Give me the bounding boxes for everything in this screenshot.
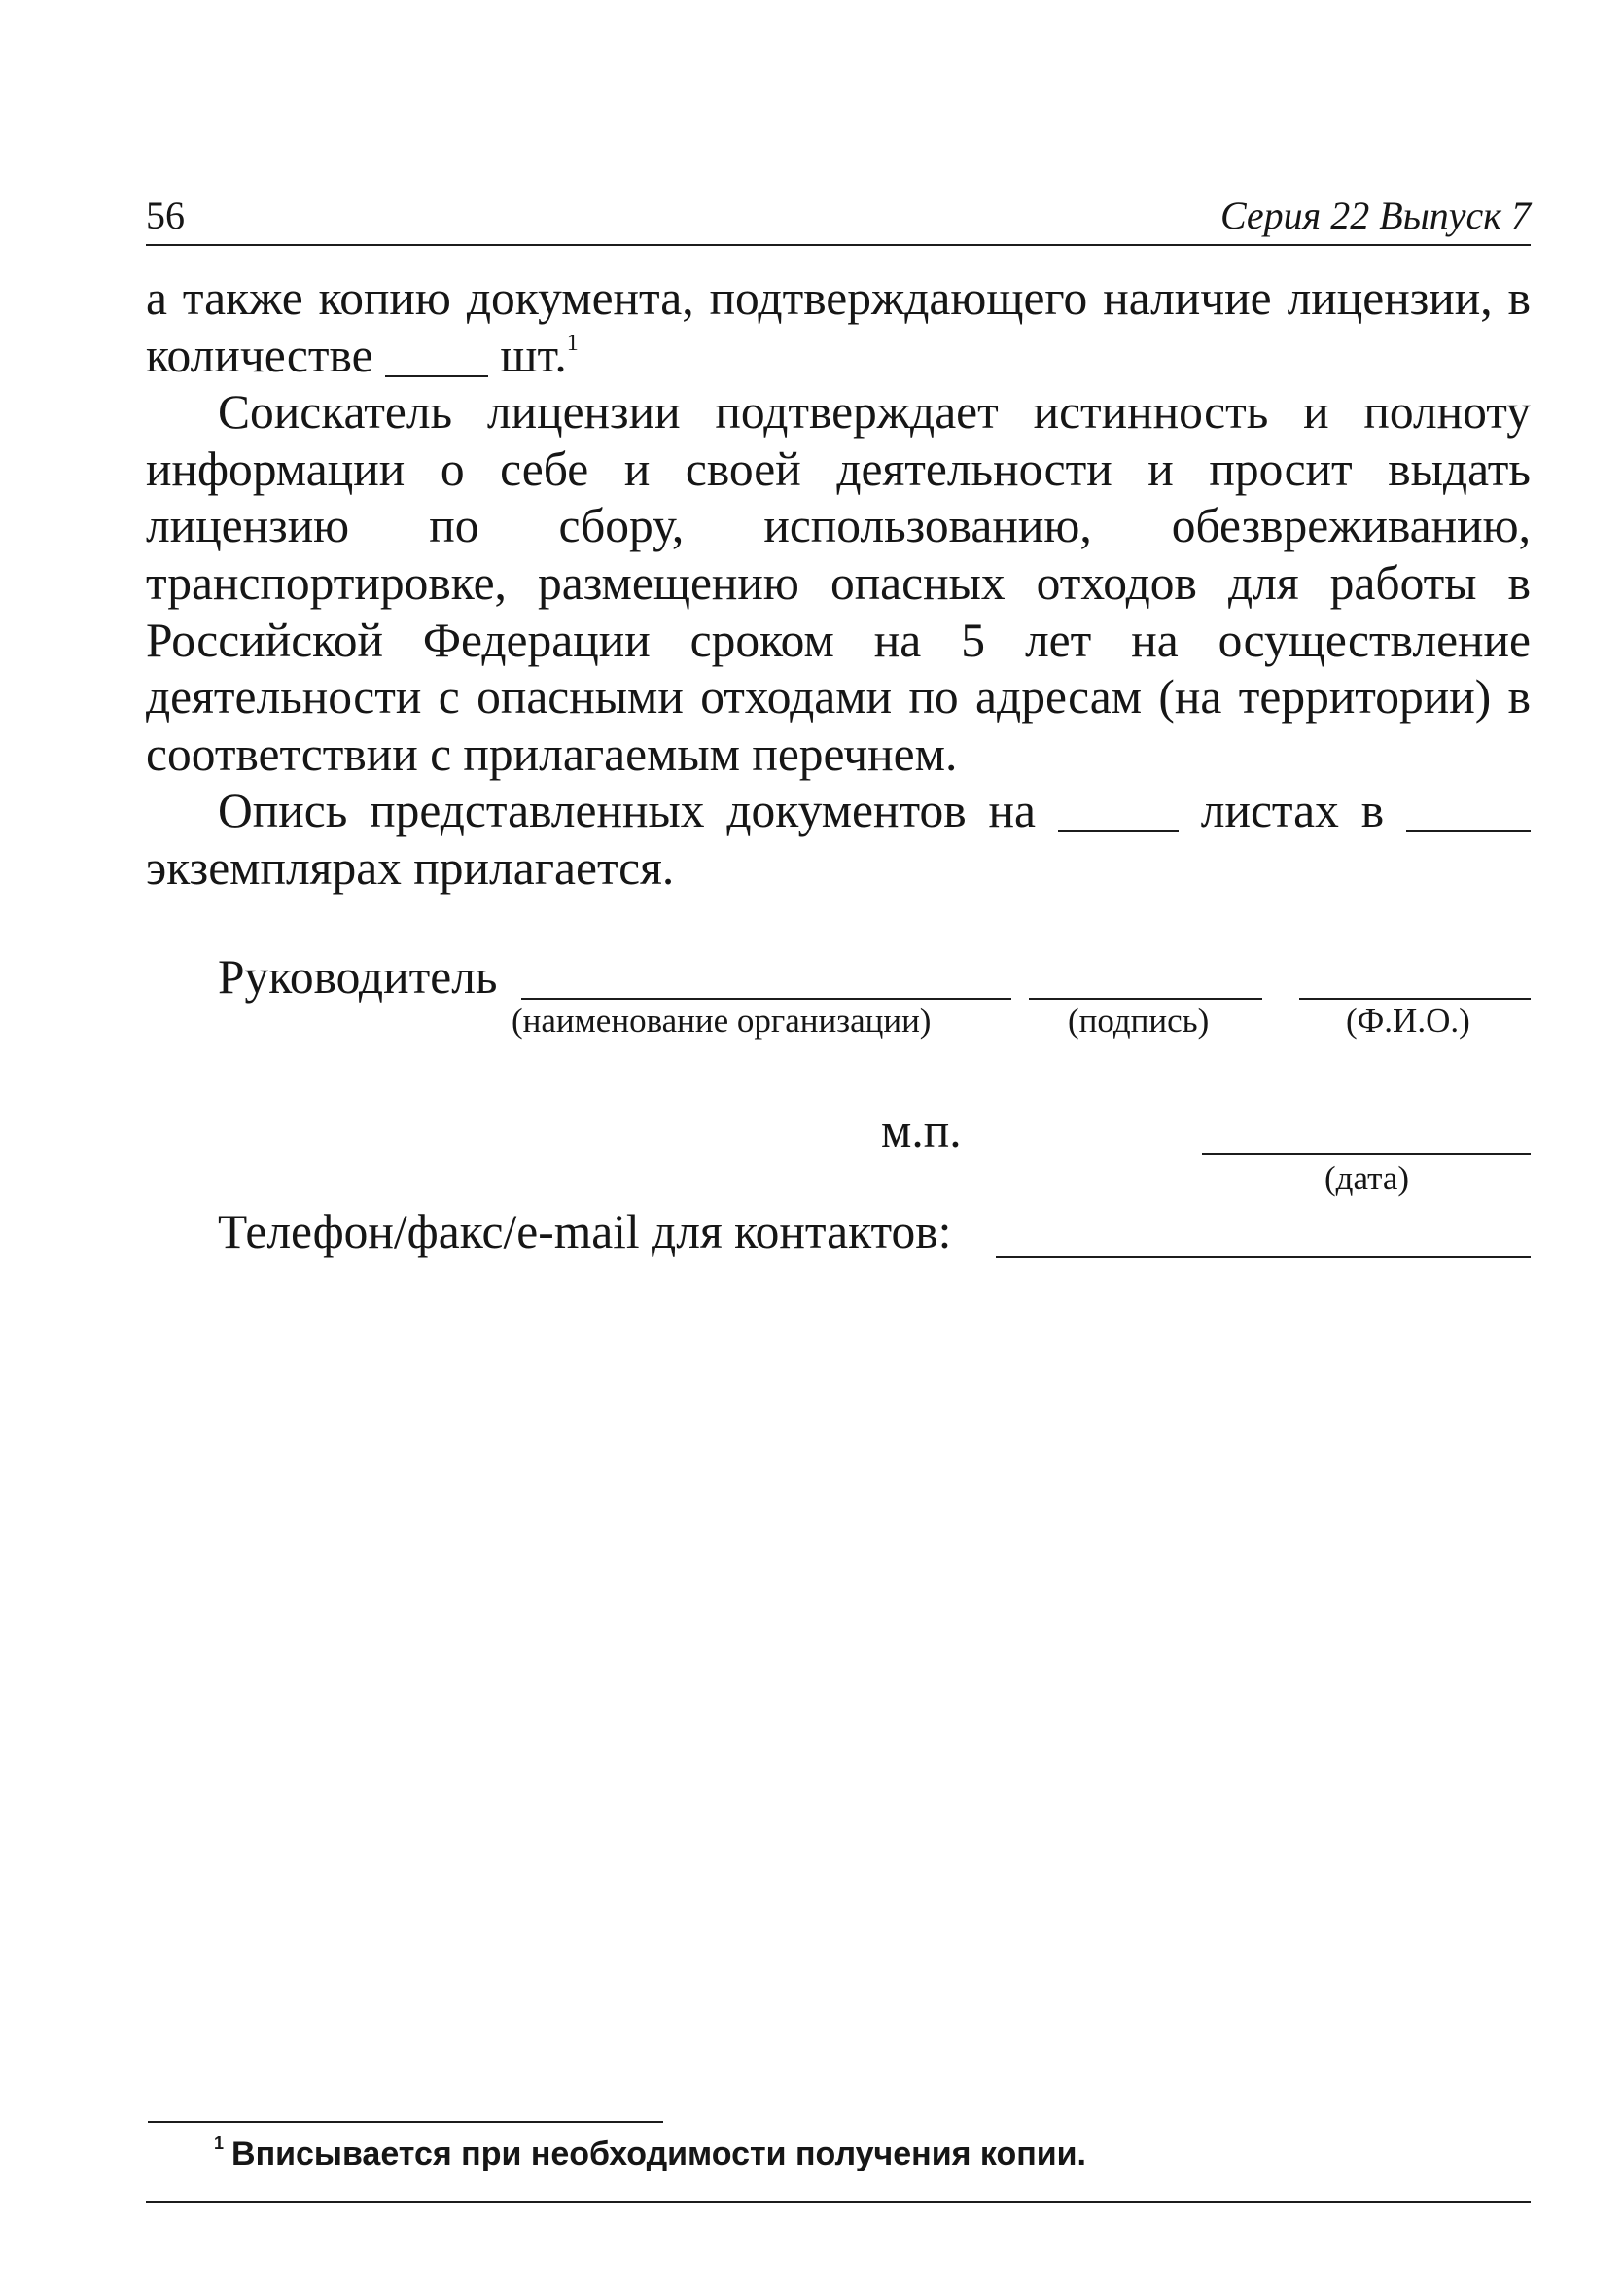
document-body <box>146 270 1531 898</box>
paragraph-request: Соискатель лицензии подтверждает истинность и полноту информации о себе и своей деятельности и просит выдать лицензию по сбору, использованию, обезвреживанию, транспортировке, размещению опасных отходов для работы в Российской Федерации сроком на 5 лет на осуществление деятельности с опасными отходами по адресам (на территории) в соответствии с прилагаемым перечнем. <box>146 385 1531 781</box>
copy-count-blank <box>385 333 488 377</box>
footnote-mark: 1 <box>214 2134 225 2153</box>
date-caption: (дата) <box>1324 1159 1410 1197</box>
header-divider <box>146 244 1531 246</box>
org-name-line <box>521 998 1011 1000</box>
footnote <box>214 2136 1086 2173</box>
para3-text-c: экземплярах прилагается. <box>146 840 675 895</box>
page-number: 56 <box>146 194 185 237</box>
para3-text-a: Опись представленных документов на <box>218 784 1036 838</box>
date-line <box>1202 1153 1531 1155</box>
fio-caption: (Ф.И.О.) <box>1346 1002 1470 1040</box>
footnote-ref: 1 <box>566 330 579 356</box>
footnote-text: Вписывается при необходимости получения копии. <box>231 2136 1087 2172</box>
fio-line <box>1299 998 1531 1000</box>
sheets-blank <box>1058 788 1179 832</box>
stamp-label: м.п. <box>881 1104 962 1157</box>
para3-text-b: листах в <box>1200 784 1385 838</box>
org-caption: (наименование организации) <box>512 1002 932 1040</box>
signature-line <box>1029 998 1262 1000</box>
copies-blank <box>1406 788 1531 832</box>
paragraph-inventory <box>146 783 1531 897</box>
para1-text: а также копию документа, подтверждающего наличие лицензии, в количестве <box>146 271 1531 382</box>
series-title: Серия 22 Выпуск 7 <box>1219 194 1531 237</box>
signature-caption: (подпись) <box>1068 1002 1210 1040</box>
contacts-label: Телефон/факс/e-mail для контактов: <box>218 1205 952 1258</box>
footnote-divider <box>148 2121 663 2123</box>
contacts-line <box>996 1256 1531 1258</box>
para1-unit: шт. <box>500 328 567 382</box>
paragraph-copy-count <box>146 270 1531 384</box>
head-label: Руководитель <box>218 950 498 1004</box>
bottom-divider <box>146 2201 1531 2203</box>
